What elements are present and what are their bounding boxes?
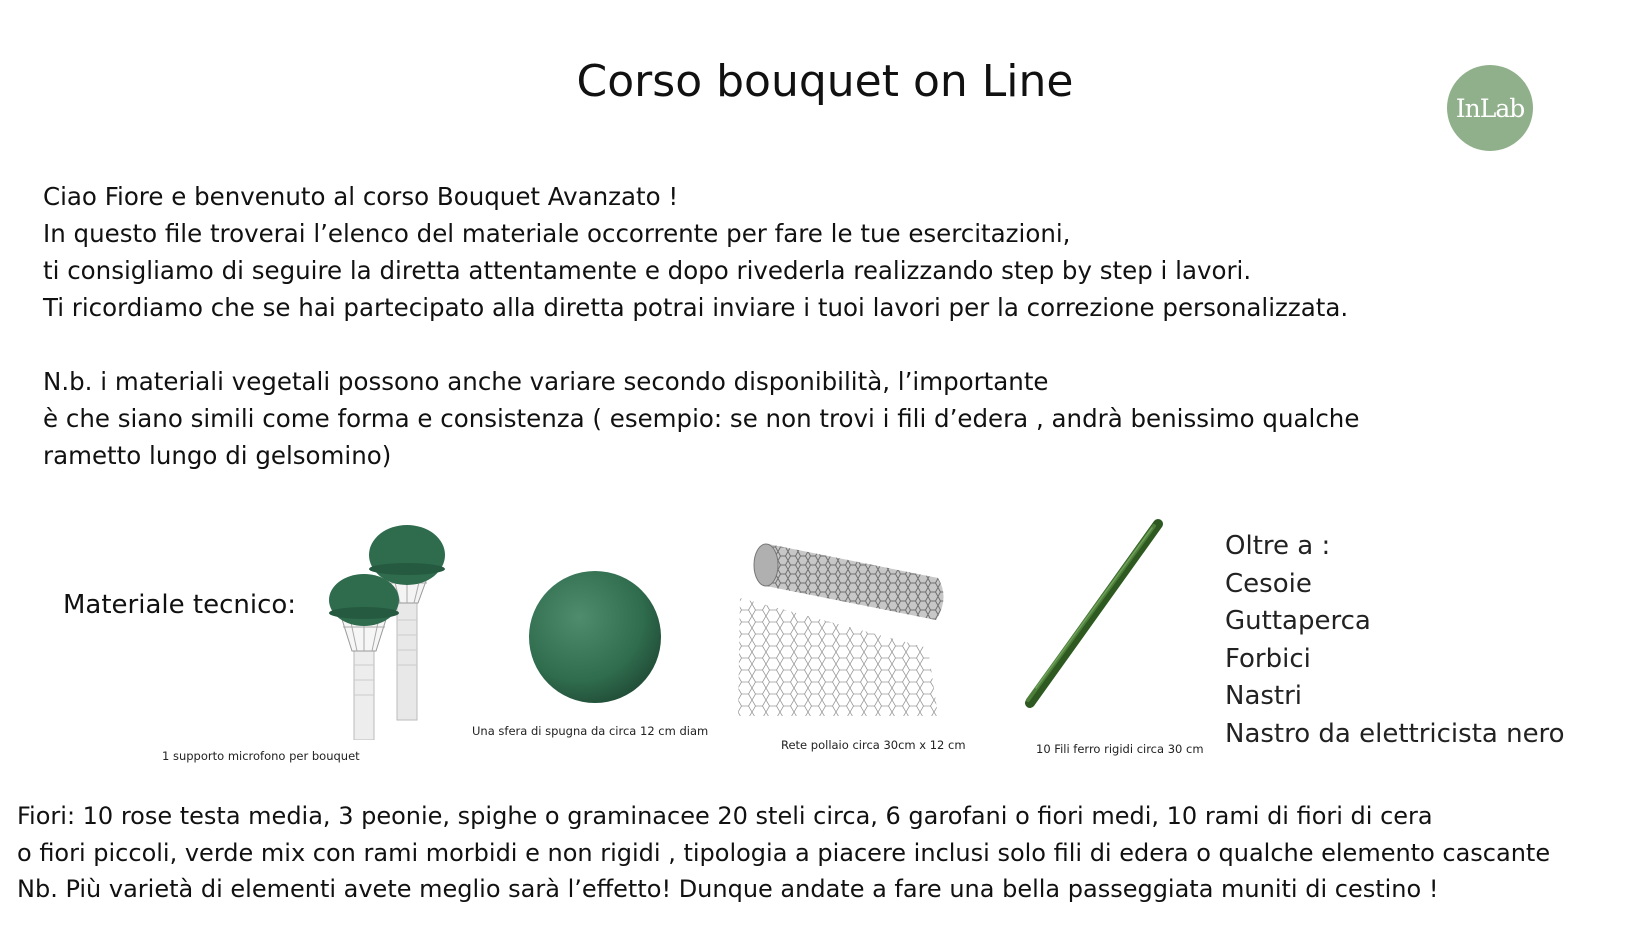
foam-sphere-caption: Una sfera di spugna da circa 12 cm diam [472,724,709,738]
intro-line: ti consigliamo di seguire la diretta attentamente e dopo rivederla realizzando step by step i lavori. [43,256,1252,285]
page-title: Corso bouquet on Line [576,56,1074,107]
flowers-line: Nb. Più varietà di elementi avete meglio sarà l’effetto! Dunque andate a fare una bella passeggiata muniti di cestino ! [17,875,1439,903]
note-line: è che siano simili come forma e consistenza ( esempio: se non trovi i fili d’edera , andrà benissimo qualche [43,404,1360,433]
materials-label: Materiale tecnico: [63,590,297,620]
intro-text [43,178,1493,474]
wire-stems-caption: 10 Fili ferro rigidi circa 30 cm [1036,742,1204,756]
flowers-text [17,798,1637,908]
extras-item: Forbici [1225,643,1311,674]
bouquet-holder-image [322,525,472,740]
intro-line: In questo file troverai l’elenco del materiale occorrente per fare le tue esercitazioni, [43,219,1071,248]
foam-sphere-image [528,570,662,704]
extras-list [1225,528,1565,753]
extras-item: Nastro da elettricista nero [1225,718,1565,749]
inlab-logo [1447,65,1533,151]
intro-line: Ti ricordiamo che se hai partecipato alla diretta potrai inviare i tuoi lavori per la correzione personalizzata. [43,293,1349,322]
chicken-wire-caption: Rete pollaio circa 30cm x 12 cm [781,738,966,752]
note-line: N.b. i materiali vegetali possono anche variare secondo disponibilità, l’importante [43,367,1049,396]
flowers-line: o fiori piccoli, verde mix con rami morbidi e non rigidi , tipologia a piacere inclusi solo fili di edera o qualche elemento cascante [17,838,1551,867]
chicken-wire-image [738,538,946,716]
extras-item: Oltre a : [1225,531,1331,561]
extras-item: Cesoie [1225,568,1312,599]
extras-item: Guttaperca [1225,606,1371,636]
extras-item: Nastri [1225,681,1303,711]
logo-text: InLab [1455,93,1525,123]
flowers-line: Fiori: 10 rose testa media, 3 peonie, spighe o graminacee 20 steli circa, 6 garofani o fiori medi, 10 rami di fiori di cera [17,802,1433,830]
note-line: rametto lungo di gelsomino) [43,441,392,470]
bouquet-holder-caption: 1 supporto microfono per bouquet [162,749,360,763]
intro-line: Ciao Fiore e benvenuto al corso Bouquet Avanzato ! [43,182,679,211]
wire-stems-image [1018,518,1168,708]
